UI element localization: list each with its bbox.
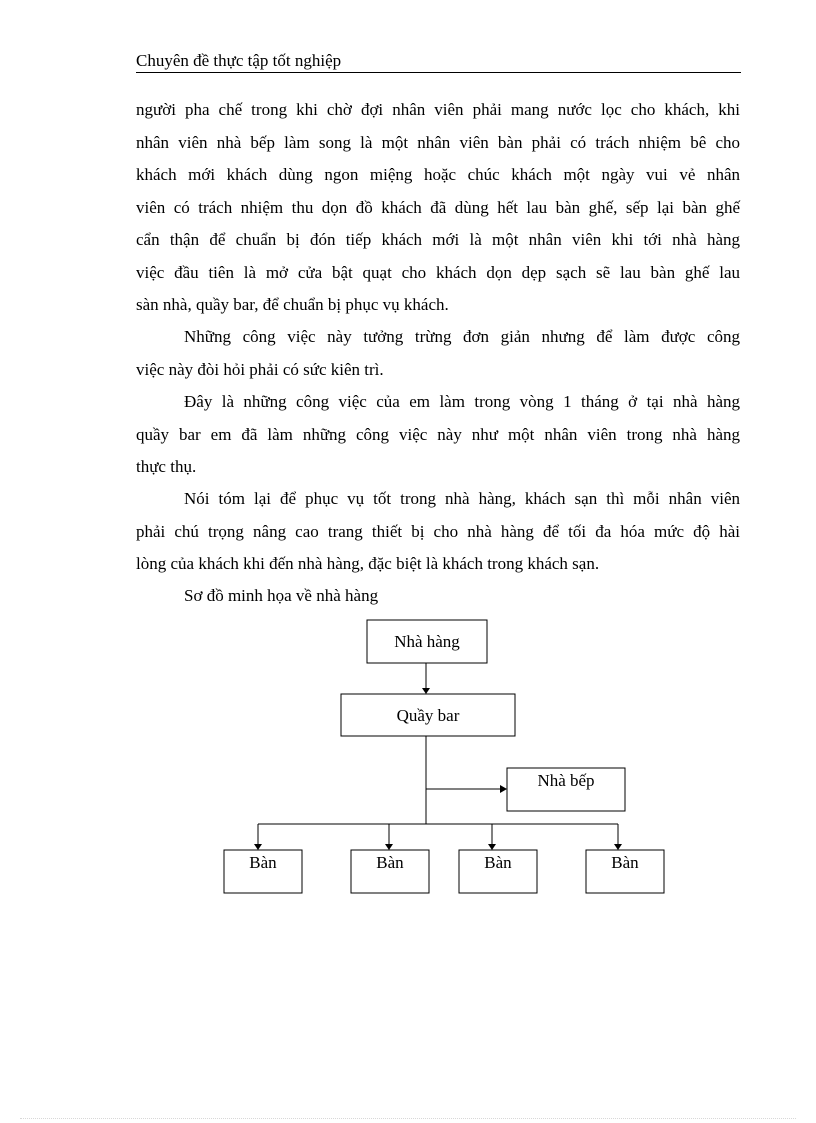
- node-bar-label: Quầy bar: [396, 706, 460, 725]
- node-table-4-label: Bàn: [611, 853, 639, 872]
- text-line: cẩn thận để chuẩn bị đón tiếp khách mới là một nhân viên khi tới nhà hàng: [136, 230, 740, 249]
- arrowhead: [385, 844, 393, 850]
- header-title: Chuyên đề thực tập tốt nghiệp: [136, 51, 342, 70]
- text-line: phải chú trọng nâng cao trang thiết bị cho nhà hàng để tối đa hóa mức độ hài: [136, 521, 740, 541]
- text-line: khách mới khách dùng ngon miệng hoặc chúc khách một ngày vui vẻ nhân: [136, 165, 740, 184]
- arrowhead: [254, 844, 262, 850]
- diagram-caption: Sơ đồ minh họa về nhà hàng: [184, 586, 379, 605]
- arrowhead: [614, 844, 622, 850]
- node-table-1-label: Bàn: [249, 853, 277, 872]
- text-line: quầy bar em đã làm những công việc này như một nhân viên trong nhà hàng: [136, 424, 740, 444]
- node-table-2-label: Bàn: [376, 853, 404, 872]
- node-restaurant-label: Nhà hàng: [394, 632, 460, 651]
- node-kitchen-label: Nhà bếp: [537, 771, 595, 790]
- text-line: thực thụ.: [136, 457, 197, 476]
- arrowhead: [500, 785, 507, 793]
- text-line: sàn nhà, quầy bar, để chuẩn bị phục vụ khách.: [136, 295, 449, 314]
- text-line: viên có trách nhiệm thu dọn đồ khách đã dùng hết lau bàn ghế, sếp lại bàn ghế: [136, 197, 740, 217]
- arrowhead: [488, 844, 496, 850]
- text-line: người pha chế trong khi chờ đợi nhân viên phải mang nước lọc cho khách, khi: [136, 100, 740, 119]
- arrowhead: [422, 688, 430, 694]
- text-line: việc đầu tiên là mở cửa bật quạt cho khách dọn dẹp sạch sẽ lau bàn ghế lau: [136, 262, 740, 282]
- text-line: nhân viên nhà bếp làm song là một nhân viên bàn phải có trách nhiệm bê cho: [136, 132, 740, 152]
- text-line: việc này đòi hỏi phải có sức kiên trì.: [136, 359, 384, 379]
- page-bottom-border: [20, 1118, 796, 1119]
- text-line: Những công việc này tưởng trừng đơn giản nhưng để làm được công: [184, 327, 740, 346]
- text-line: Nói tóm lại để phục vụ tốt trong nhà hàng, khách sạn thì mỗi nhân viên: [184, 489, 740, 508]
- node-table-3-label: Bàn: [484, 853, 512, 872]
- text-line: lòng của khách khi đến nhà hàng, đặc biệt là khách trong khách sạn.: [136, 554, 600, 573]
- text-line: Đây là những công việc của em làm trong vòng 1 tháng ở tại nhà hàng: [184, 392, 740, 411]
